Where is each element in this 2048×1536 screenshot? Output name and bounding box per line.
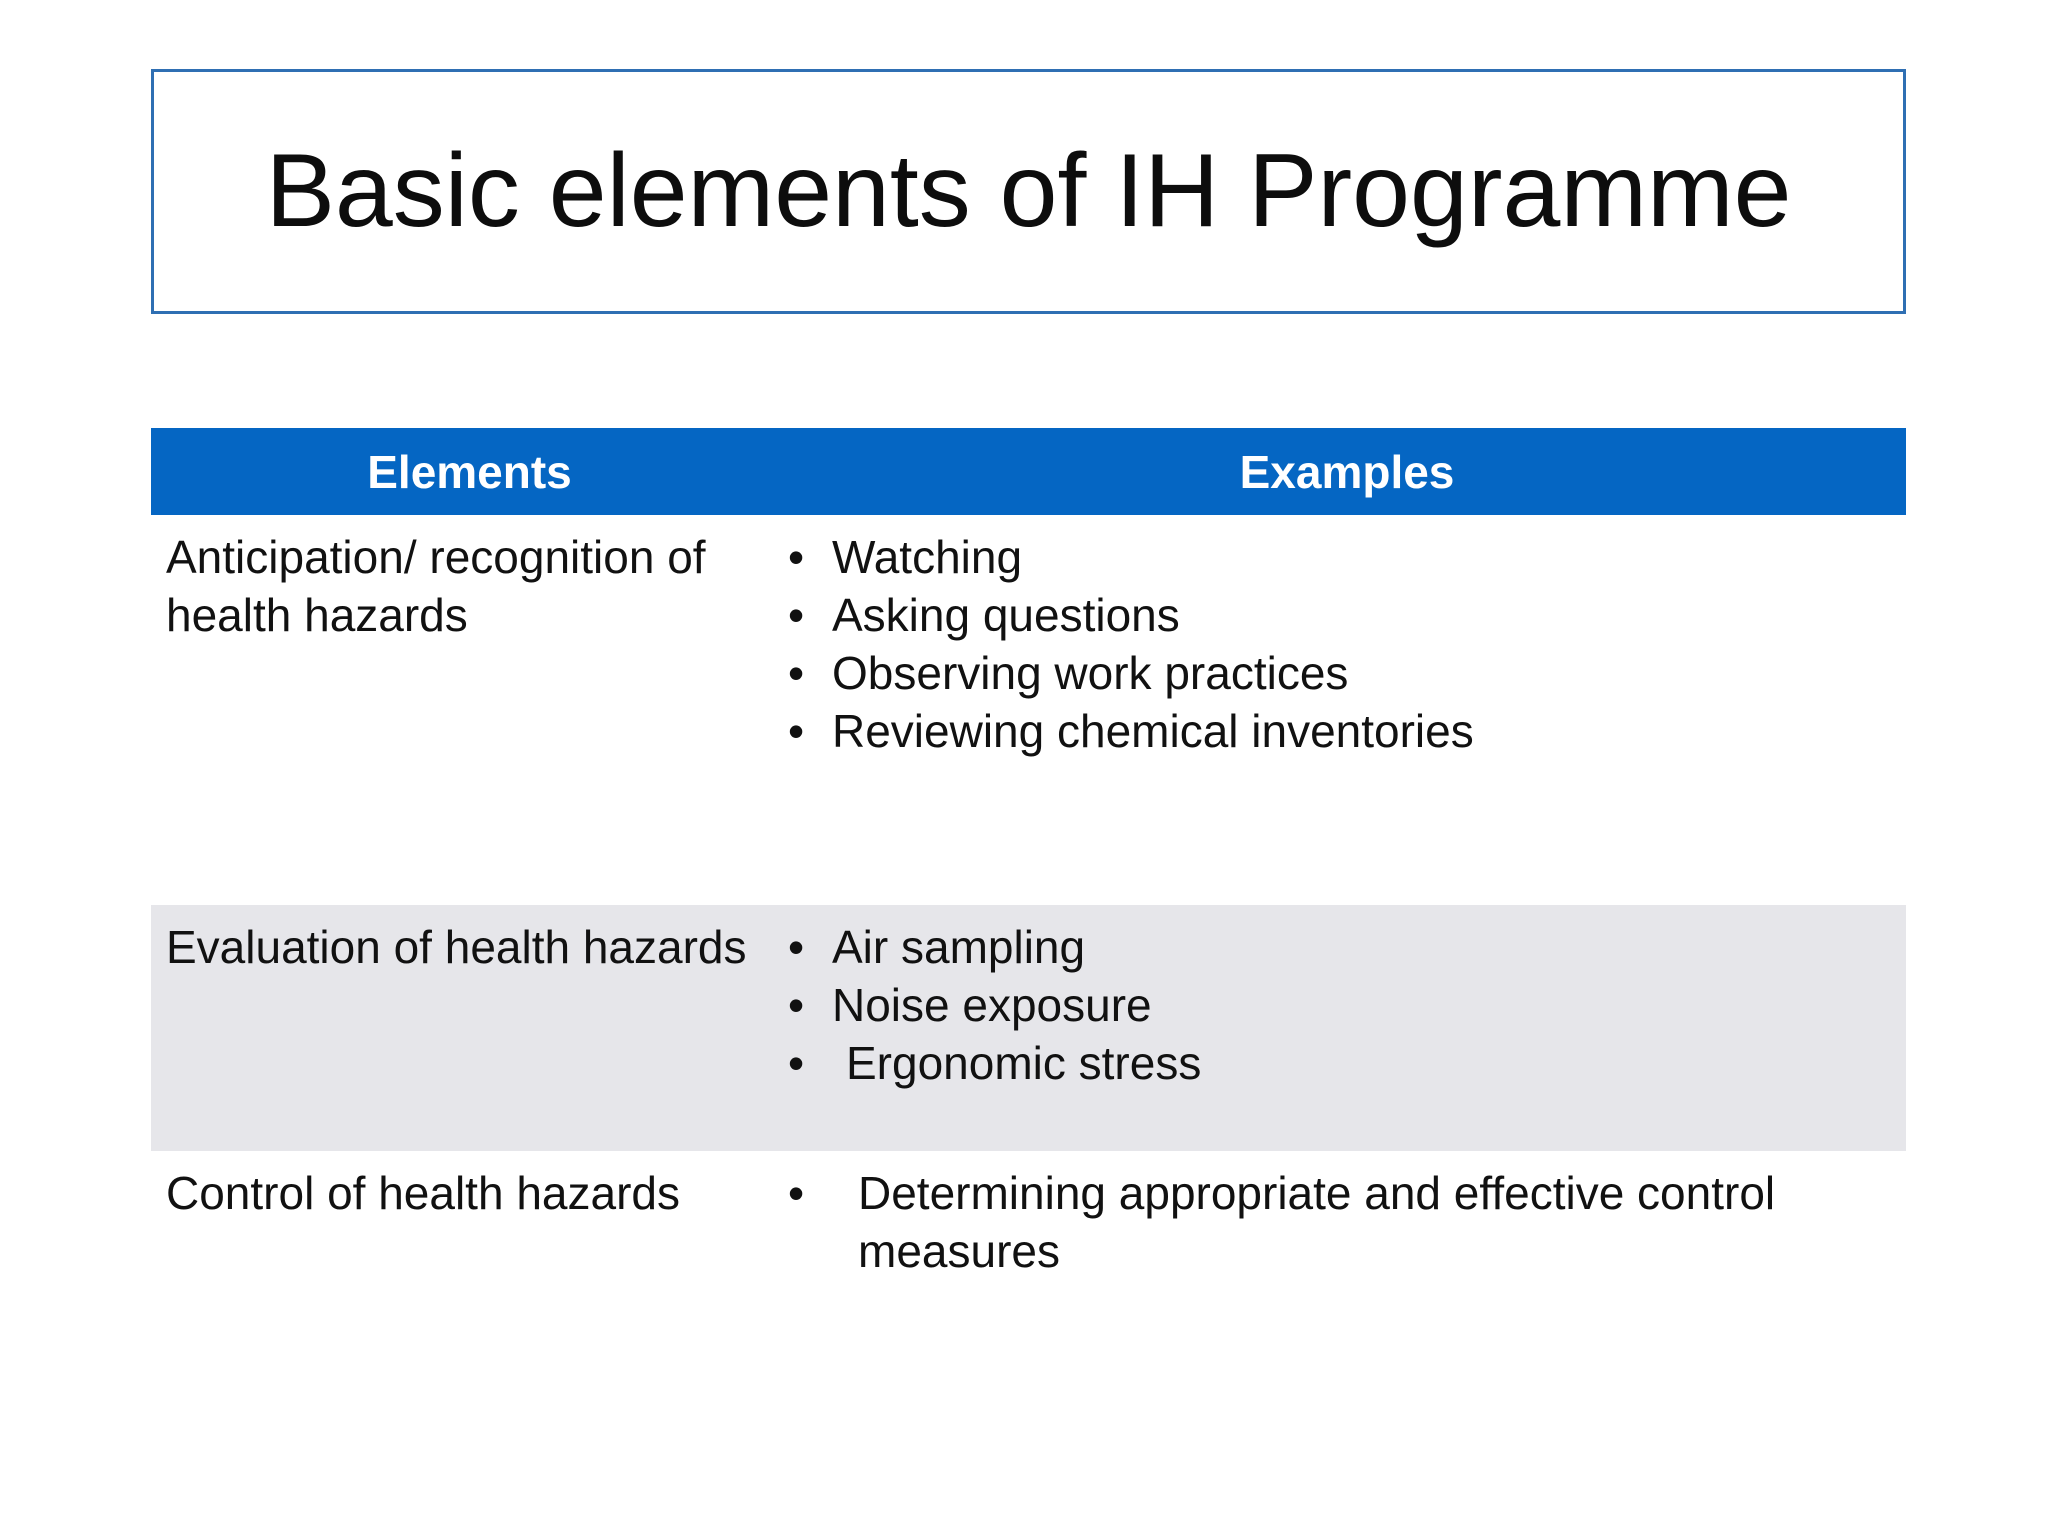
list-item <box>788 586 1906 644</box>
header-examples: Examples <box>1239 445 1455 498</box>
bullet-icon: • <box>788 705 805 757</box>
example-text: Watching <box>832 531 1023 583</box>
table-row <box>151 515 1906 905</box>
bullet-icon: • <box>788 589 805 641</box>
example-text: Asking questions <box>832 589 1180 641</box>
list-item <box>788 702 1906 760</box>
example-text: Determining appropriate and effective control measures <box>858 1167 1776 1277</box>
bullet-icon: • <box>788 1167 805 1219</box>
slide-title: Basic elements of IH Programme <box>265 133 1792 249</box>
example-text: Observing work practices <box>832 647 1349 699</box>
element-cell: Evaluation of health hazards <box>166 921 747 973</box>
element-cell: Control of health hazards <box>166 1167 680 1219</box>
list-item <box>788 1164 1906 1280</box>
title-box <box>151 69 1906 314</box>
bullet-icon: • <box>788 921 805 973</box>
table-row <box>151 905 1906 1151</box>
bullet-icon: • <box>788 531 805 583</box>
example-text: Ergonomic stress <box>846 1037 1202 1089</box>
bullet-icon: • <box>788 1037 805 1089</box>
example-text: Air sampling <box>832 921 1086 973</box>
element-cell: Anticipation/ recognition of health hazards <box>166 531 706 641</box>
header-elements: Elements <box>367 445 572 498</box>
elements-table <box>151 428 1906 1351</box>
examples-cell <box>788 905 1906 1151</box>
examples-list <box>788 1164 1906 1280</box>
examples-list <box>788 528 1906 760</box>
list-item <box>788 976 1906 1034</box>
table-row <box>151 1151 1906 1351</box>
examples-cell <box>788 515 1906 905</box>
list-item <box>788 918 1906 976</box>
list-item <box>788 644 1906 702</box>
examples-list <box>788 918 1906 1092</box>
example-text: Reviewing chemical inventories <box>832 705 1474 757</box>
example-text: Noise exposure <box>832 979 1152 1031</box>
examples-cell <box>788 1151 1906 1351</box>
table-header <box>151 428 1906 515</box>
list-item <box>788 528 1906 586</box>
bullet-icon: • <box>788 979 805 1031</box>
list-item <box>788 1034 1906 1092</box>
bullet-icon: • <box>788 647 805 699</box>
